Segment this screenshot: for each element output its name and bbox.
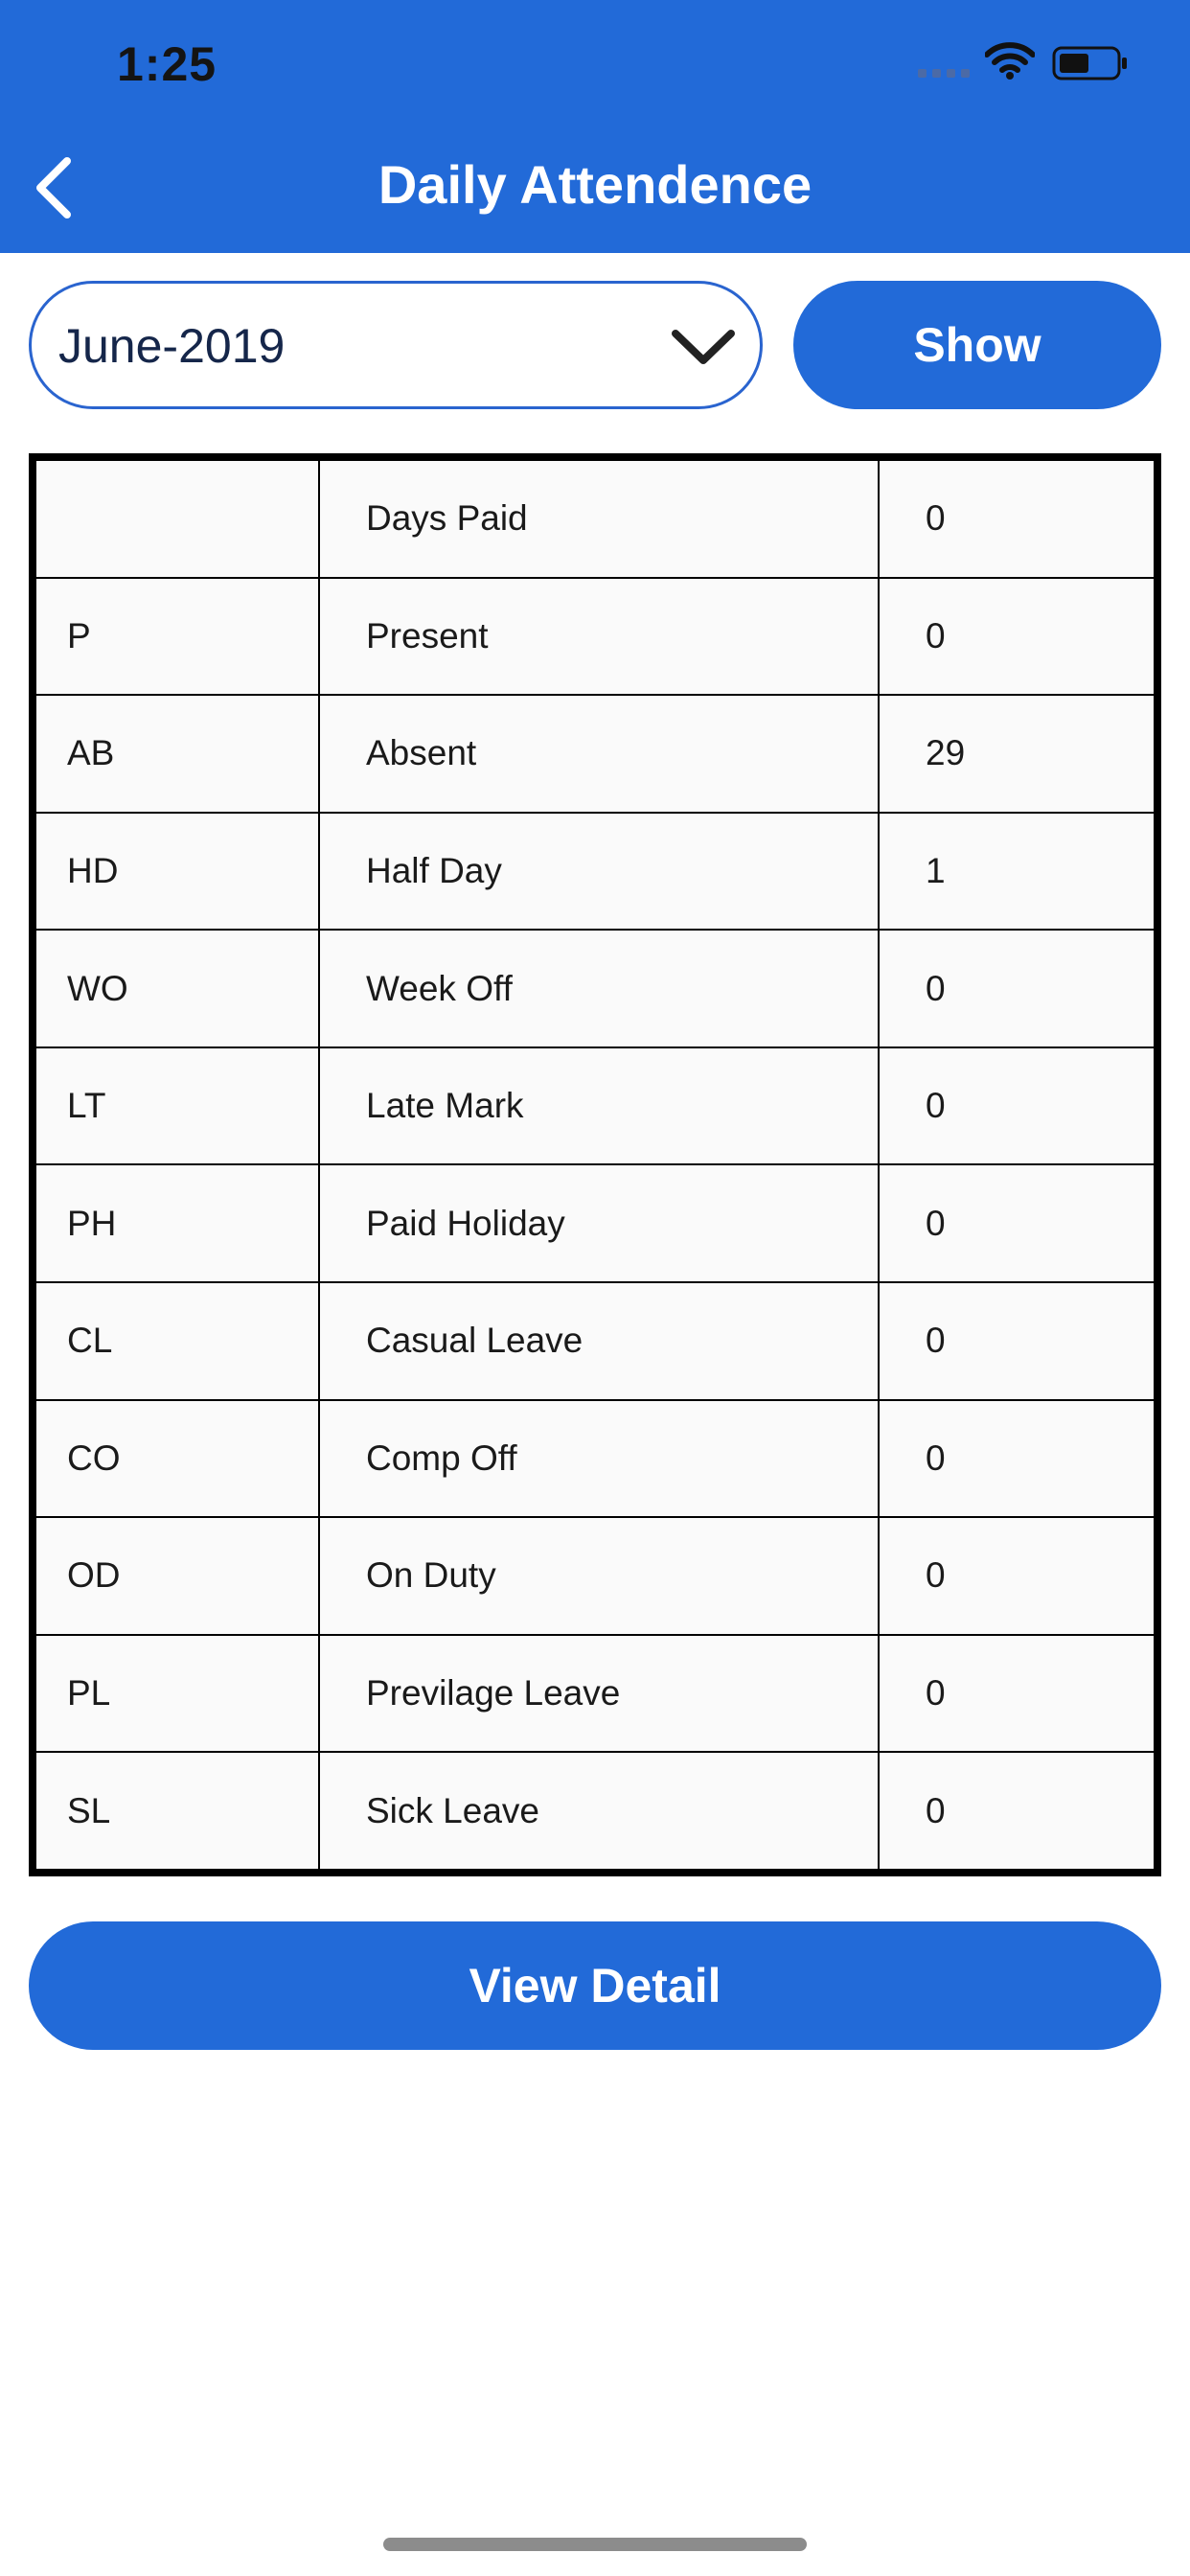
attendance-code: P (35, 578, 319, 696)
table-row (35, 1517, 1155, 1635)
month-dropdown[interactable] (29, 281, 763, 409)
attendance-label: Casual Leave (319, 1282, 879, 1400)
table-row (35, 930, 1155, 1047)
attendance-code: WO (35, 930, 319, 1047)
table-row (35, 1400, 1155, 1518)
month-dropdown-value: June-2019 (58, 319, 286, 373)
attendance-code: CO (35, 1400, 319, 1518)
show-button[interactable]: Show (793, 281, 1161, 409)
attendance-count: 0 (879, 1282, 1155, 1400)
attendance-label: On Duty (319, 1517, 879, 1635)
attendance-count: 1 (879, 813, 1155, 931)
attendance-label: Comp Off (319, 1400, 879, 1518)
attendance-count: 0 (879, 1635, 1155, 1753)
table-row (35, 1164, 1155, 1282)
attendance-code (35, 460, 319, 578)
attendance-count: 0 (879, 1047, 1155, 1165)
attendance-label: Present (319, 578, 879, 696)
attendance-code: OD (35, 1517, 319, 1635)
attendance-code: PH (35, 1164, 319, 1282)
attendance-table (29, 453, 1161, 1876)
attendance-code: PL (35, 1635, 319, 1753)
attendance-label: Absent (319, 695, 879, 813)
attendance-label: Late Mark (319, 1047, 879, 1165)
attendance-label: Week Off (319, 930, 879, 1047)
attendance-count: 29 (879, 695, 1155, 813)
attendance-count: 0 (879, 930, 1155, 1047)
table-row (35, 813, 1155, 931)
table-row (35, 695, 1155, 813)
attendance-label: Paid Holiday (319, 1164, 879, 1282)
cellular-signal-icon (918, 69, 970, 79)
attendance-count: 0 (879, 1517, 1155, 1635)
attendance-code: SL (35, 1752, 319, 1870)
attendance-label: Half Day (319, 813, 879, 931)
table-row (35, 460, 1155, 578)
battery-icon (1052, 44, 1129, 82)
home-indicator (383, 2538, 807, 2551)
table-row (35, 1282, 1155, 1400)
page-title: Daily Attendence (378, 154, 812, 215)
chevron-down-icon (670, 326, 737, 370)
attendance-code: HD (35, 813, 319, 931)
view-detail-button[interactable]: View Detail (29, 1921, 1161, 2050)
table-row (35, 578, 1155, 696)
attendance-label: Previlage Leave (319, 1635, 879, 1753)
attendance-count: 0 (879, 1400, 1155, 1518)
attendance-label: Sick Leave (319, 1752, 879, 1870)
app-header (0, 0, 1190, 253)
status-time: 1:25 (117, 37, 217, 91)
attendance-count: 0 (879, 1164, 1155, 1282)
table-row (35, 1752, 1155, 1870)
table-row (35, 1635, 1155, 1753)
attendance-count: 0 (879, 1752, 1155, 1870)
attendance-code: LT (35, 1047, 319, 1165)
attendance-count: 0 (879, 578, 1155, 696)
attendance-code: AB (35, 695, 319, 813)
attendance-label: Days Paid (319, 460, 879, 578)
attendance-count: 0 (879, 460, 1155, 578)
wifi-icon (985, 42, 1035, 80)
attendance-code: CL (35, 1282, 319, 1400)
table-row (35, 1047, 1155, 1165)
